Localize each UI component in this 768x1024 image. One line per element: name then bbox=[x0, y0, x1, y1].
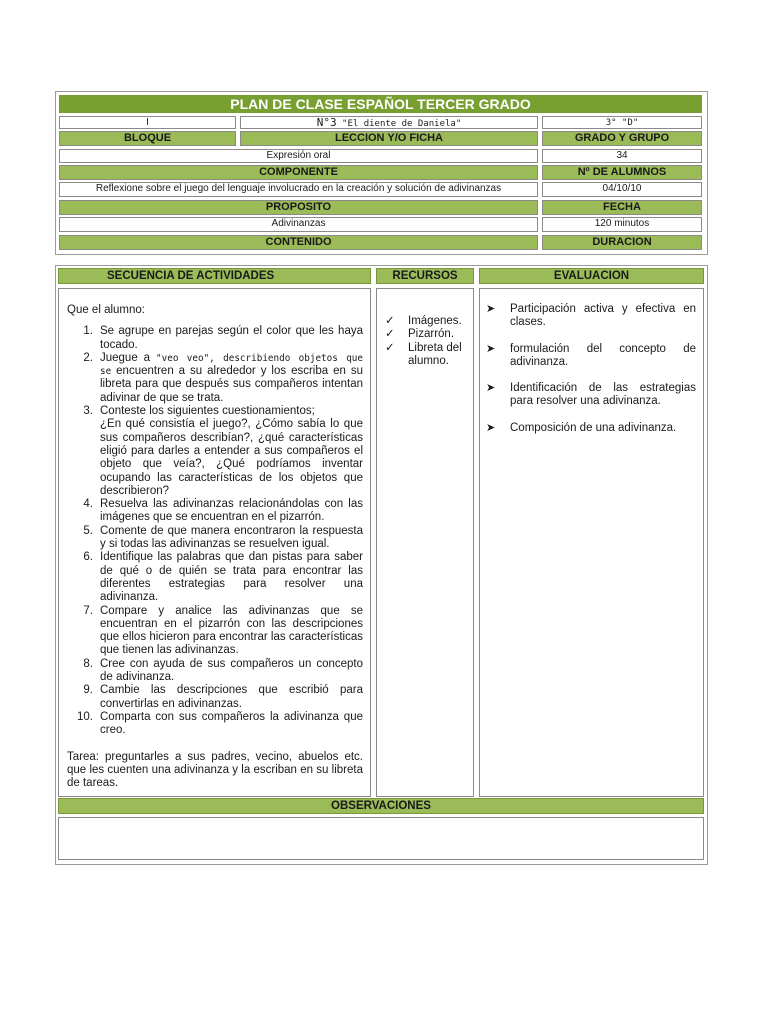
leccion-value bbox=[240, 116, 538, 129]
recursos-column bbox=[376, 288, 474, 797]
secuencia-header: SECUENCIA DE ACTIVIDADES bbox=[58, 268, 371, 284]
page-title: PLAN DE CLASE ESPAÑOL TERCER GRADO bbox=[59, 95, 702, 113]
leccion-label: LECCION Y/O FICHA bbox=[240, 131, 538, 146]
evaluacion-header: EVALUACION bbox=[479, 268, 704, 284]
evaluacion-column bbox=[479, 288, 704, 797]
proposito-value: Reflexione sobre el juego del lenguaje involucrado en la creación y solución de adivinanzas bbox=[59, 182, 538, 197]
proposito-label: PROPOSITO bbox=[59, 200, 538, 215]
componente-label: COMPONENTE bbox=[59, 165, 538, 180]
secuencia-column bbox=[58, 288, 371, 797]
arrow-bullet-icon: ➤ bbox=[486, 421, 496, 434]
activity-item: 3. Conteste los siguientes cuestionamientos; ¿En qué consistía el juego?, ¿Cómo sabía lo que sus compañeros describían?, ¿qué características eligió para darles a entender a sus compañeros el objeto que veía?, ¿Qué podríamos inventar ocupando las características de los objetos que describieron? bbox=[83, 405, 363, 497]
evaluacion-item: ➤ Composición de una adivinanza. bbox=[486, 421, 677, 434]
contenido-label: CONTENIDO bbox=[59, 235, 538, 250]
observaciones-header: OBSERVACIONES bbox=[58, 798, 704, 814]
activity-list bbox=[67, 325, 363, 737]
observaciones-box bbox=[58, 817, 704, 860]
bloque-label: BLOQUE bbox=[59, 131, 236, 146]
contenido-value: Adivinanzas bbox=[59, 217, 538, 232]
duracion-value: 120 minutos bbox=[542, 217, 702, 232]
grado-label: GRADO Y GRUPO bbox=[542, 131, 702, 146]
activity-item: 10. Comparta con sus compañeros la adivinanza que creo. bbox=[77, 710, 363, 737]
bloque-value: I bbox=[59, 116, 236, 129]
check-icon: ✓ bbox=[385, 328, 395, 341]
activity-item: 9. Cambie las descripciones que escribió para convertirlas en adivinanzas. bbox=[83, 684, 363, 710]
alumnos-value: 34 bbox=[542, 149, 702, 163]
alumnos-label: Nº DE ALUMNOS bbox=[542, 165, 702, 180]
check-icon: ✓ bbox=[385, 341, 395, 354]
recursos-header: RECURSOS bbox=[376, 268, 474, 284]
componente-value: Expresión oral bbox=[59, 149, 538, 163]
arrow-bullet-icon: ➤ bbox=[486, 342, 496, 355]
recurso-item: ✓ Imágenes. bbox=[385, 315, 462, 327]
activity-item: 5. Comente de que manera encontraron la respuesta y si todas las adivinanzas se resuelven igual. bbox=[83, 524, 363, 551]
veo-veo-quote: "veo veo", describiendo objetos que se bbox=[100, 352, 364, 378]
fecha-value: 04/10/10 bbox=[542, 182, 702, 197]
activity-item: 4. Resuelva las adivinanzas relacionándolas con las imágenes que se encuentran en el pizarrón. bbox=[83, 498, 363, 524]
recurso-item: ✓ Libreta del alumno. bbox=[385, 341, 462, 367]
activity-item: 6. Identifique las palabras que dan pistas para saber de qué o de quién se trata para encontrar las diferentes estrategias para resolver una adivinanza. bbox=[83, 551, 363, 604]
activity-item: 2. Juegue a "veo veo", describiendo objetos que se encuentren a su alrededor y los escriba en su libreta para que después sus compañeros intentan adivinar de que se trata. bbox=[83, 351, 364, 404]
leccion-name: "El diente de Daniela" bbox=[342, 119, 462, 129]
activity-item: 1. Se agrupe en parejas según el color que les haya tocado. bbox=[83, 325, 363, 351]
fecha-label: FECHA bbox=[542, 200, 702, 215]
leccion-number: N°3 bbox=[316, 116, 337, 129]
recurso-item: ✓ Pizarrón. bbox=[385, 328, 455, 341]
evaluacion-item: ➤ formulación del concepto de adivinanza. bbox=[486, 342, 696, 368]
grado-value: 3° "D" bbox=[542, 116, 702, 129]
duracion-label: DURACION bbox=[542, 235, 702, 250]
intro-text: Que el alumno: bbox=[67, 304, 145, 316]
evaluacion-item: ➤ Identificación de las estrategias para resolver una adivinanza. bbox=[486, 382, 696, 408]
arrow-bullet-icon: ➤ bbox=[486, 382, 496, 395]
arrow-bullet-icon: ➤ bbox=[486, 303, 496, 315]
tarea-text: Tarea: preguntarles a sus padres, vecino, abuelos etc. que les cuenten una adivinanza y la escriban en su libreta de tareas. bbox=[67, 750, 363, 790]
check-icon: ✓ bbox=[385, 315, 395, 327]
activity-item: 7. Compare y analice las adivinanzas que se encuentran en el pizarrón con las descripciones que ellos hicieron para encontrar las características que tienen las adivinanzas. bbox=[83, 604, 363, 657]
evaluacion-item: ➤ Participación activa y efectiva en clases. bbox=[486, 303, 696, 329]
activity-item: 8. Cree con ayuda de sus compañeros un concepto de adivinanza. bbox=[83, 657, 363, 684]
